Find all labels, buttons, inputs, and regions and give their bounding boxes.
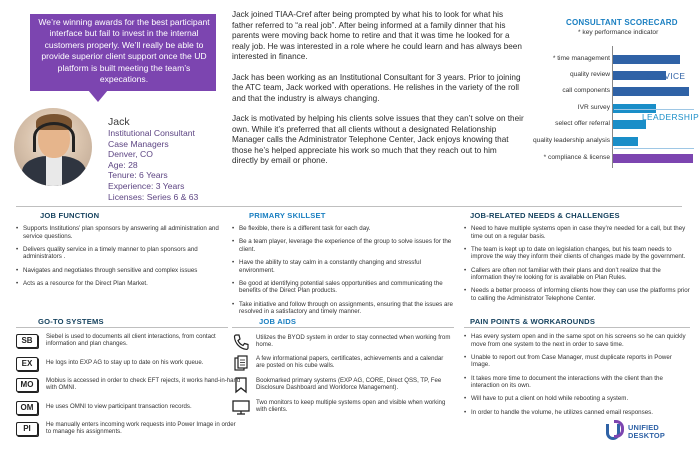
- scorecard-row-label: quality review: [570, 71, 610, 78]
- system-power-image: [16, 421, 236, 443]
- job-aids-title: JOB AIDS: [259, 317, 297, 326]
- list-item: • Take initiative and follow through on assignments, ensuring that the issues are resolved in a satisfactory and timely manner.: [232, 301, 454, 316]
- scorecard-axis: [612, 46, 613, 168]
- system-description: Siebel is used to documents all client interactions, from contact information and plan changes.: [46, 333, 216, 348]
- list-item: • Will have to put a client on hold while rebooting a system.: [464, 395, 690, 403]
- bookmark-icon: [232, 376, 250, 394]
- job-function-title: JOB FUNCTION: [40, 211, 100, 220]
- system-tag: PI: [16, 422, 38, 436]
- system-description: He uses OMNI to view participant transaction records.: [46, 403, 192, 410]
- persona-role: Institutional Consultant: [108, 128, 195, 138]
- system-exp-ag: [16, 356, 236, 378]
- scorecard-row-label: call components: [562, 87, 610, 94]
- story-paragraph: Jack joined TIAA-Cref after being prompted by what his to look for what his father referred to “a real job”. After being informed at a family dinner that his parents were moving back home to retire and that it was time he looked for a realy job. He was interested in a role where he could learn and has always been interested in finance.: [232, 10, 522, 61]
- persona-name: Jack: [108, 116, 130, 128]
- persona-experience: Experience: 3 Years: [108, 180, 185, 191]
- needs-list: [464, 225, 690, 308]
- pain-points-list: [464, 333, 690, 422]
- scorecard-row-label: IVR survey: [577, 104, 610, 111]
- persona-story: [232, 10, 524, 177]
- list-item: • The team is kept up to date on legislation changes, but his team needs to improve the way they inform their clients of changes made by the government.: [464, 246, 690, 261]
- needs-title: JOB-RELATED NEEDS & CHALLENGES: [470, 211, 620, 220]
- scorecard-divider: [614, 148, 694, 149]
- scorecard-divider: [614, 109, 694, 110]
- skillset-list: [232, 225, 454, 321]
- scorecard-bar: [613, 55, 680, 64]
- monitor-icon: [232, 398, 250, 416]
- scorecard-bar: [613, 137, 638, 146]
- section-divider: [16, 327, 228, 328]
- list-item: • Unable to report out from Case Manager, must duplicate reports in Power Image.: [464, 354, 690, 369]
- list-item: • In order to handle the volume, he utilizes canned email responses.: [464, 409, 690, 417]
- unified-desktop-logo-d: [614, 420, 624, 438]
- system-tag: MO: [16, 378, 38, 392]
- scorecard-row-label: * time management: [552, 55, 610, 62]
- avatar: [14, 108, 92, 186]
- scorecard-row-label: select offer referral: [555, 120, 610, 127]
- list-item: • Be good at identifying potential sales opportunities and communicating the benefits of the Direct Plan products.: [232, 280, 454, 295]
- list-item: • Be flexible, there is a different task for each day.: [232, 225, 454, 233]
- story-paragraph: Jack has been working as an Institutional Consultant for 3 years. Prior to joining the ATC team, Jack worked with operations. He relishes in the variety of the roll and that the industry is always changing.: [232, 72, 521, 103]
- section-divider: [16, 206, 682, 207]
- list-item: • Be a team player, leverage the experience of the group to solve issues for the client.: [232, 238, 454, 253]
- list-item: • It takes more time to document the interactions with the client than the interaction on its own.: [464, 375, 690, 390]
- scorecard-bar: [613, 87, 689, 96]
- list-item: • Needs a better process of informing clients how they can use the platforms prior to calling the Administrator Telephone Center.: [464, 287, 690, 302]
- scorecard-row: [500, 136, 700, 148]
- list-item: • Navigates and negotiates through sensitive and complex issues: [16, 267, 220, 275]
- scorecard-title: CONSULTANT SCORECARD: [566, 18, 678, 27]
- job-aid-monitors: [232, 398, 454, 422]
- pain-points-title: PAIN POINTS & WORKAROUNDS: [470, 317, 596, 326]
- phone-icon: [232, 333, 250, 351]
- system-tag: SB: [16, 334, 38, 348]
- scorecard-subtitle: * key performance indicator: [578, 29, 659, 36]
- persona-location: Denver, CO: [108, 149, 153, 160]
- quote-tail: [88, 90, 108, 102]
- scorecard-row-label: * compliance & license: [543, 154, 610, 161]
- job-aid-description: A few informational papers, certificates, achievements and a calendar are posted on his cube walls.: [256, 355, 444, 370]
- job-aid-description: Utilizes the BYOD system in order to stay connected when working from home.: [256, 334, 451, 349]
- list-item: • Acts as a resource for the Direct Plan Market.: [16, 280, 220, 288]
- system-description: Mobius is accessed in order to check EFT rejects, it works hand-in-hand with OMNI.: [46, 377, 241, 392]
- job-function-list: [16, 225, 220, 293]
- story-paragraph: Jack is motivated by helping his clients solve issues that they can’t solve on their own. While it’s preferred that all clients without a designated Relationship Manager calls the Administrator Telephone Center, Jack enjoys knowing that those he’s helped appreciate his work so much that they reach out to him directly by email or phone.: [232, 114, 524, 165]
- persona-team: Case Managers: [108, 138, 169, 149]
- section-divider: [232, 327, 454, 328]
- list-item: • Callers are often not familiar with their plans and don’t realize that the information they’re looking for is available on Plan Rules.: [464, 267, 690, 282]
- job-aid-papers: [232, 354, 454, 378]
- system-omni: [16, 400, 236, 422]
- unified-desktop-logo-text: UNIFIED DESKTOP: [628, 423, 665, 440]
- system-description: He manually enters incoming work requests into Power Image in order to manage his assignments.: [46, 421, 236, 436]
- list-item: • Supports Institutions’ plan sponsors by answering all administration and service questions.: [16, 225, 220, 240]
- system-tag: EX: [16, 357, 38, 371]
- persona-quote: We’re winning awards for the best participant interface but fail to invest in the internal customers properly. We’ll really be able to provide superior client support once the UD platform is built meeting the team’s expecations.: [30, 14, 216, 91]
- skillset-title: PRIMARY SKILLSET: [249, 211, 326, 220]
- system-siebel: [16, 333, 236, 355]
- persona-age: Age: 28: [108, 159, 138, 170]
- scorecard-row-label: quality leadership analysis: [533, 137, 610, 144]
- list-item: • Have the ability to stay calm in a constantly changing and stressful environment.: [232, 259, 454, 274]
- documents-icon: [232, 354, 250, 372]
- scorecard-row: [500, 86, 700, 98]
- category-service: SERVICE: [646, 71, 686, 81]
- category-license: LICENSE: [646, 154, 685, 164]
- system-tag: OM: [16, 401, 38, 415]
- job-aid-bookmarks: [232, 376, 454, 400]
- list-item: • Delivers quality service in a timely manner to plan sponsors and administrators .: [16, 246, 220, 261]
- section-divider: [464, 327, 690, 328]
- persona-tenure: Tenure: 6 Years: [108, 170, 168, 181]
- scorecard-row: [500, 54, 700, 66]
- list-item: • Has every system open and in the same spot on his screens so he can quickly move from one system to the next in order to save time.: [464, 333, 690, 348]
- systems-title: GO-TO SYSTEMS: [38, 317, 104, 326]
- job-aid-description: Two monitors to keep multiple systems open and visible when working with clients.: [256, 399, 446, 414]
- system-description: He logs into EXP AG to stay up to date on his work queue.: [46, 359, 204, 366]
- category-leadership: LEADERSHIP: [642, 112, 700, 122]
- persona-licenses: Licenses: Series 6 & 63: [108, 191, 199, 202]
- job-aid-description: Bookmarked primary systems (EXP AG, CORE, Direct QSS, TP, Fee Disclosure Dashboard and Workforce Management).: [256, 377, 442, 392]
- list-item: • Need to have multiple systems open in case they’re needed for a call, but they time out on a regular basis.: [464, 225, 690, 240]
- system-mobius: [16, 377, 241, 399]
- persona-details: [108, 116, 248, 202]
